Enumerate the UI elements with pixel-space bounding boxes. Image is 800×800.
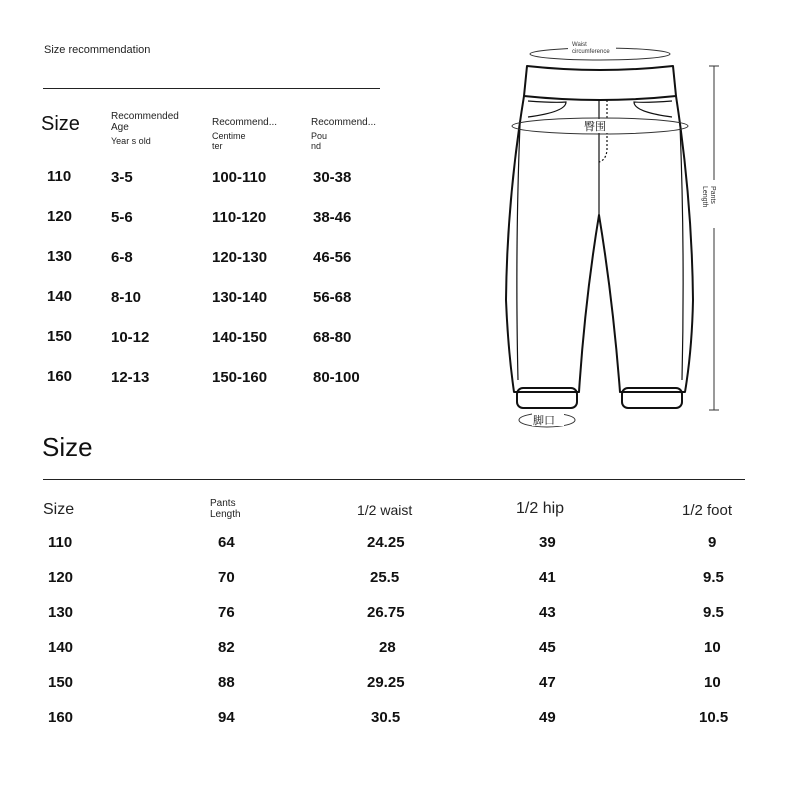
rec-cell-size: 130 [47,248,73,265]
td-hip: 45 [539,639,556,656]
recommendation-divider [43,88,380,89]
td-waist: 26.75 [367,604,405,621]
td-waist: 29.25 [367,674,405,691]
rec-age-unit: Year s old [111,136,151,146]
rec-cell-age: 6-8 [111,249,133,266]
length-measure-line [709,66,719,410]
td-hip: 43 [539,604,556,621]
waist-label-line2: circumference [572,49,610,55]
rec-cell-size: 140 [47,288,73,305]
td-length: 76 [218,604,235,621]
size-table-divider [43,479,745,480]
rec-cell-age: 12-13 [111,369,150,386]
rec-cell-height: 150-160 [212,369,268,386]
rec-cell-age: 3-5 [111,169,133,186]
td-waist: 25.5 [370,569,400,586]
rec-cell-age: 8-10 [111,289,142,306]
rec-cell-height: 140-150 [212,329,268,346]
rec-height-header [212,117,292,151]
rec-cell-size: 150 [47,328,73,345]
rec-cell-size: 160 [47,368,73,385]
td-length: 94 [218,709,235,726]
rec-weight-title: Recommend... [311,117,377,128]
rec-weight-header [311,117,391,151]
rec-cell-weight: 46-56 [313,249,352,266]
td-length: 64 [218,534,235,551]
td-foot: 9 [708,534,717,551]
length-label: Pants [709,186,716,204]
length-label-line2: Length [701,186,708,208]
recommendation-heading: Size recommendation [44,44,151,56]
td-size: 120 [48,569,74,586]
td-hip: 39 [539,534,556,551]
rec-cell-height: 130-140 [212,289,268,306]
right-pocket-line [634,101,672,117]
td-waist: 30.5 [371,709,401,726]
td-length: 88 [218,674,235,691]
rec-age-title: Recommended Age [111,111,179,133]
td-foot: 10.5 [699,709,729,726]
rec-cell-age: 5-6 [111,209,133,226]
td-waist: 24.25 [367,534,405,551]
rec-cell-weight: 30-38 [313,169,352,186]
hip-label: 臀围 [584,121,606,133]
rec-height-title: Recommend... [212,117,278,128]
th-half-hip: 1/2 hip [516,500,565,517]
td-length: 70 [218,569,235,586]
td-foot: 9.5 [703,569,724,586]
waistband-outline [524,66,676,100]
td-waist: 28 [379,639,396,656]
td-size: 160 [48,709,74,726]
td-size: 150 [48,674,74,691]
th-pants-length: Pants Length [210,498,241,520]
rec-cell-size: 120 [47,208,73,225]
size-table-title: Size [42,432,93,462]
foot-label: 脚口 [533,415,555,427]
rec-cell-age: 10-12 [111,329,150,346]
rec-height-unit: Centime ter [212,131,246,151]
rec-cell-weight: 68-80 [313,329,352,346]
left-pocket-line [528,101,566,117]
rec-age-header [111,111,191,146]
left-side-seam [517,125,520,380]
td-hip: 47 [539,674,556,691]
rec-cell-weight: 56-68 [313,289,352,306]
td-length: 82 [218,639,235,656]
th-half-foot: 1/2 foot [682,502,733,519]
td-size: 140 [48,639,74,656]
td-foot: 10 [704,639,721,656]
td-size: 130 [48,604,74,621]
rec-cell-size: 110 [47,168,72,185]
rec-weight-unit: Pou nd [311,131,328,151]
td-hip: 41 [539,569,556,586]
rec-cell-height: 100-110 [212,169,267,186]
right-side-seam [680,125,683,380]
rec-cell-height: 110-120 [212,209,267,226]
td-foot: 9.5 [703,604,724,621]
rec-cell-weight: 38-46 [313,209,352,226]
rec-size-header: Size [41,113,80,135]
td-size: 110 [48,534,73,551]
th-half-waist: 1/2 waist [357,502,413,518]
td-hip: 49 [539,709,556,726]
waist-label: Waist [572,42,587,48]
pants-diagram [490,30,740,440]
rec-cell-height: 120-130 [212,249,268,266]
th-size: Size [43,501,75,518]
rec-cell-weight: 80-100 [313,369,360,386]
td-foot: 10 [704,674,721,691]
